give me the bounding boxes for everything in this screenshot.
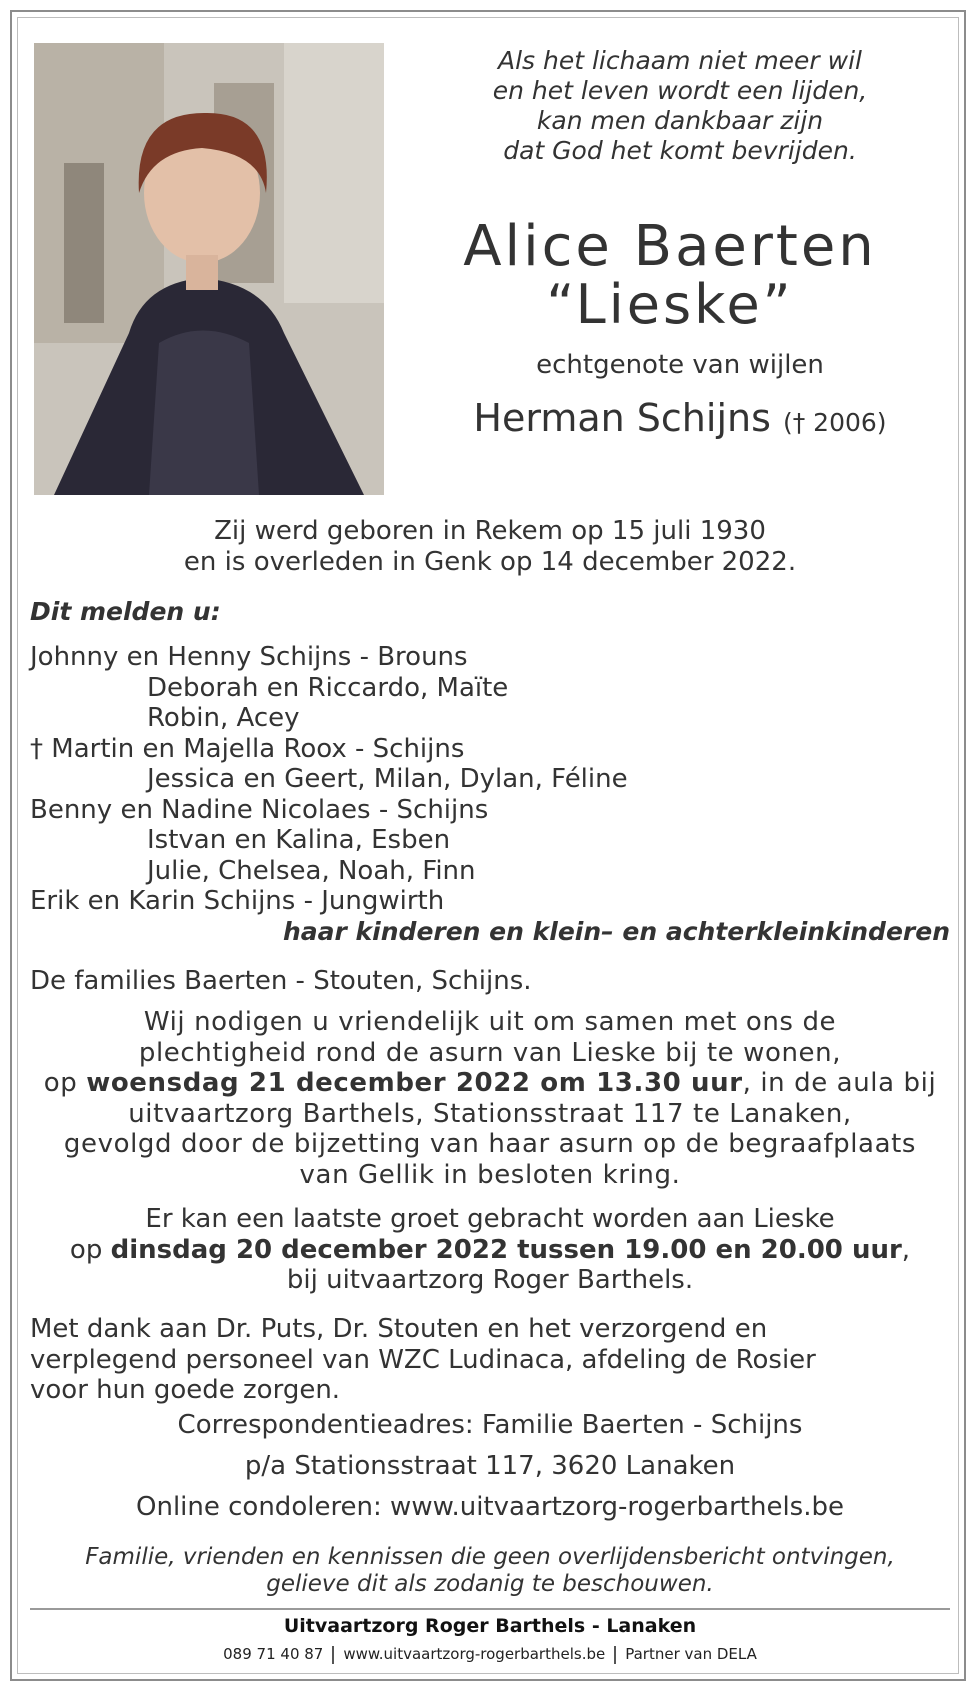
visitation-suffix: , — [901, 1234, 911, 1265]
family-line: Johnny en Henny Schijns - Brouns — [30, 642, 468, 672]
families-line: De families Baerten - Stouten, Schijns. — [30, 966, 532, 996]
family-line: Benny en Nadine Nicolaes - Schijns — [30, 794, 489, 825]
footer-divider — [30, 1608, 950, 1610]
visitation-line: bij uitvaartzorg Roger Barthels. — [286, 1265, 694, 1295]
family-line: Julie, Chelsea, Noah, Finn — [147, 855, 476, 886]
correspondence-address: Correspondentieadres: Familie Baerten - Schijns — [177, 1410, 803, 1440]
postal-address: p/a Stationsstraat 117, 3620 Lanaken — [244, 1451, 736, 1481]
poem-line: dat God het komt bevrijden. — [503, 136, 857, 165]
thanks-line: verplegend personeel van WZC Ludinaca, afdeling de Rosier — [30, 1344, 816, 1375]
invitation-prefix: op — [43, 1068, 87, 1098]
footer-separator — [332, 1646, 334, 1664]
invitation — [30, 1007, 950, 1190]
announce-heading: Dit melden u: — [30, 597, 221, 626]
thanks-paragraph — [30, 1314, 950, 1406]
family-line: Robin, Acey — [147, 703, 300, 733]
visitation-line — [30, 1235, 950, 1266]
family-list — [30, 642, 950, 947]
footer-phone[interactable]: 089 71 40 87 — [223, 1645, 324, 1663]
thanks-line: Met dank aan Dr. Puts, Dr. Stouten en het verzorgend en — [30, 1314, 768, 1344]
spouse-intro: echtgenote van wijlen — [536, 350, 824, 380]
footer-partner: Partner van DELA — [625, 1645, 757, 1663]
notice — [30, 1544, 950, 1598]
portrait-illustration — [34, 43, 384, 495]
invitation-line: gevolgd door de bijzetting van haar asurn op de begraafplaats — [63, 1129, 917, 1159]
invitation-line: plechtigheid rond de asurn van Lieske bij te wonen, — [138, 1037, 842, 1068]
footer-info — [30, 1645, 950, 1664]
invitation-line: van Gellik in besloten kring. — [299, 1159, 681, 1190]
birth-death-info — [30, 516, 950, 578]
portrait-photo — [34, 43, 384, 495]
footer-separator — [614, 1646, 616, 1664]
poem-line: Als het lichaam niet meer wil — [497, 46, 862, 75]
ceremony-datetime: woensdag 21 december 2022 om 13.30 uur — [86, 1068, 743, 1098]
family-line: Jessica en Geert, Milan, Dylan, Féline — [147, 764, 628, 794]
family-line: † Martin en Majella Roox - Schijns — [30, 733, 465, 764]
deceased-nickname: “Lieske” — [546, 273, 794, 336]
children-label: haar kinderen en klein– en achterkleinkinderen — [282, 916, 950, 946]
spouse-line — [430, 396, 930, 440]
thanks-line: voor hun goede zorgen. — [30, 1375, 341, 1405]
deceased-name: Alice Baerten — [463, 214, 877, 279]
invitation-line: Wij nodigen u vriendelijk uit om samen met ons de — [143, 1007, 837, 1037]
death-line: en is overleden in Genk op 14 december 2022. — [183, 547, 797, 577]
notice-line: gelieve dit als zodanig te beschouwen. — [266, 1571, 714, 1597]
visitation — [30, 1204, 950, 1296]
family-line: Istvan en Kalina, Esben — [147, 825, 451, 855]
visitation-datetime: dinsdag 20 december 2022 tussen 19.00 en 20.00 uur — [110, 1234, 902, 1265]
visitation-prefix: op — [69, 1234, 111, 1265]
footer-website[interactable]: www.uitvaartzorg-rogerbarthels.be — [343, 1645, 606, 1663]
family-line: Erik en Karin Schijns - Jungwirth — [30, 886, 445, 916]
invitation-line — [30, 1068, 950, 1099]
visitation-line: Er kan een laatste groet gebracht worden aan Lieske — [145, 1204, 835, 1234]
notice-line: Familie, vrienden en kennissen die geen overlijdensbericht ontvingen, — [85, 1544, 895, 1570]
online-condolence-link[interactable]: Online condoleren: www.uitvaartzorg-rogerbarthels.be — [136, 1492, 844, 1522]
spouse-death-year: († 2006) — [782, 408, 887, 437]
footer-company: Uitvaartzorg Roger Barthels - Lanaken — [283, 1615, 697, 1637]
family-line: Deborah en Riccardo, Maïte — [147, 672, 509, 703]
spouse-name: Herman Schijns — [473, 396, 771, 440]
poem — [430, 46, 930, 166]
poem-line: kan men dankbaar zijn — [536, 106, 824, 135]
birth-line: Zij werd geboren in Rekem op 15 juli 1930 — [214, 516, 766, 546]
invitation-line: uitvaartzorg Barthels, Stationsstraat 117 te Lanaken, — [128, 1098, 852, 1129]
invitation-suffix: , in de aula bij — [742, 1068, 937, 1098]
poem-line: en het leven wordt een lijden, — [492, 76, 868, 105]
